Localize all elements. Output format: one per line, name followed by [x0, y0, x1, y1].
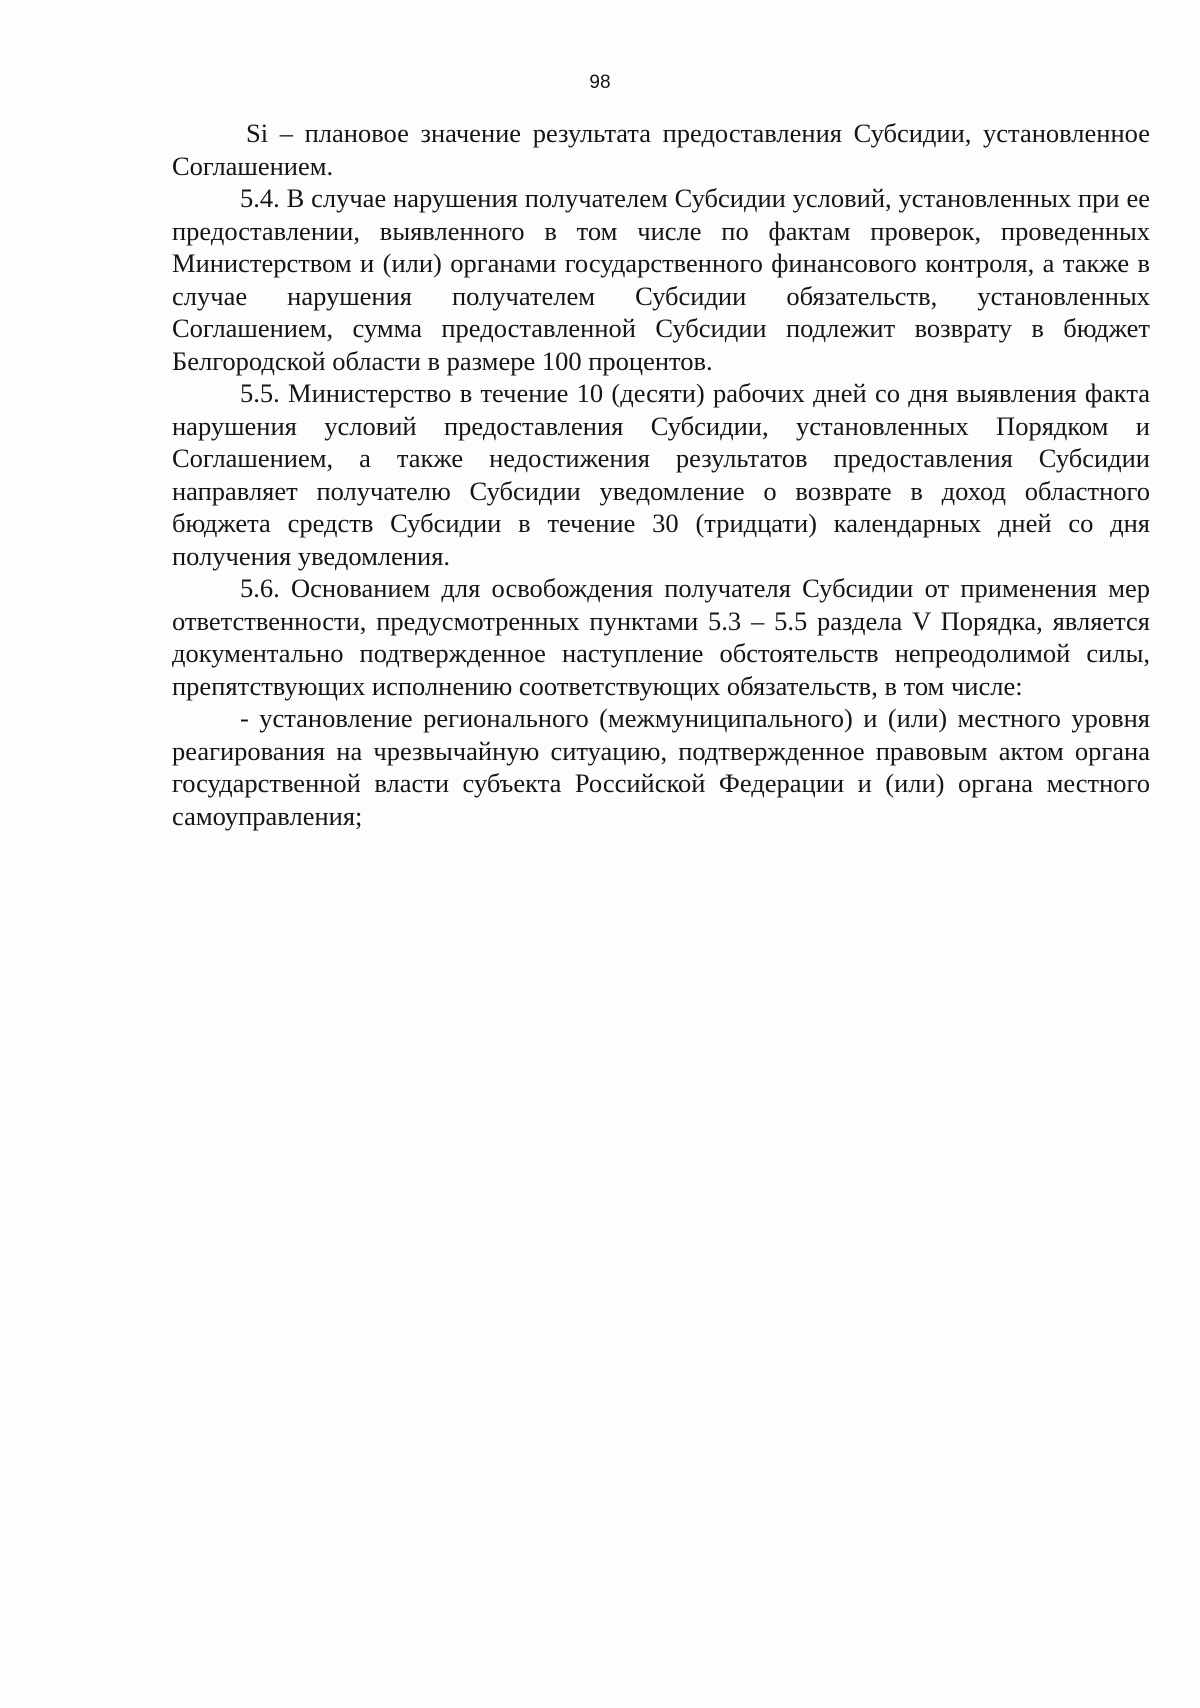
paragraph-5-5: 5.5. Министерство в течение 10 (десяти) рабочих дней со дня выявления факта нарушения условий предоставления Субсидии, установленных Порядком и Соглашением, а также недостижения результатов предоставления Субсидии направляет получателю Субсидии уведомление о возврате в доход областного бюджета средств Субсидии в течение 30 (тридцати) календарных дней со дня получения уведомления.: [172, 378, 1150, 571]
document-body: [172, 117, 1150, 832]
paragraph-si-definition: [172, 117, 1150, 182]
paragraph-text: Si – плановое значение результата предоставления Субсидии, установленное Соглашением.: [172, 118, 1150, 181]
page-number: 98: [589, 72, 611, 93]
paragraph-5-4: 5.4. В случае нарушения получателем Субсидии условий, установленных при ее предоставлении, выявленного в том числе по фактам проверок, проведенных Министерством и (или) органами государственного финансового контроля, а также в случае нарушения получателем Субсидии обязательств, установленных Соглашением, сумма предоставленной Субсидии подлежит возврату в бюджет Белгородской области в размере 100 процентов.: [172, 183, 1150, 376]
list-item-regional-emergency: - установление регионального (межмуниципального) и (или) местного уровня реагирования на чрезвычайную ситуацию, подтвержденное правовым актом органа государственной власти субъекта Российской Федерации и (или) органа местного самоуправления;: [172, 703, 1150, 831]
paragraph-5-6: 5.6. Основанием для освобождения получателя Субсидии от применения мер ответственности, предусмотренных пунктами 5.3 – 5.5 раздела V Порядка, является документально подтвержденное наступление обстоятельств непреодолимой силы, препятствующих исполнению соответствующих обязательств, в том числе:: [172, 573, 1150, 701]
